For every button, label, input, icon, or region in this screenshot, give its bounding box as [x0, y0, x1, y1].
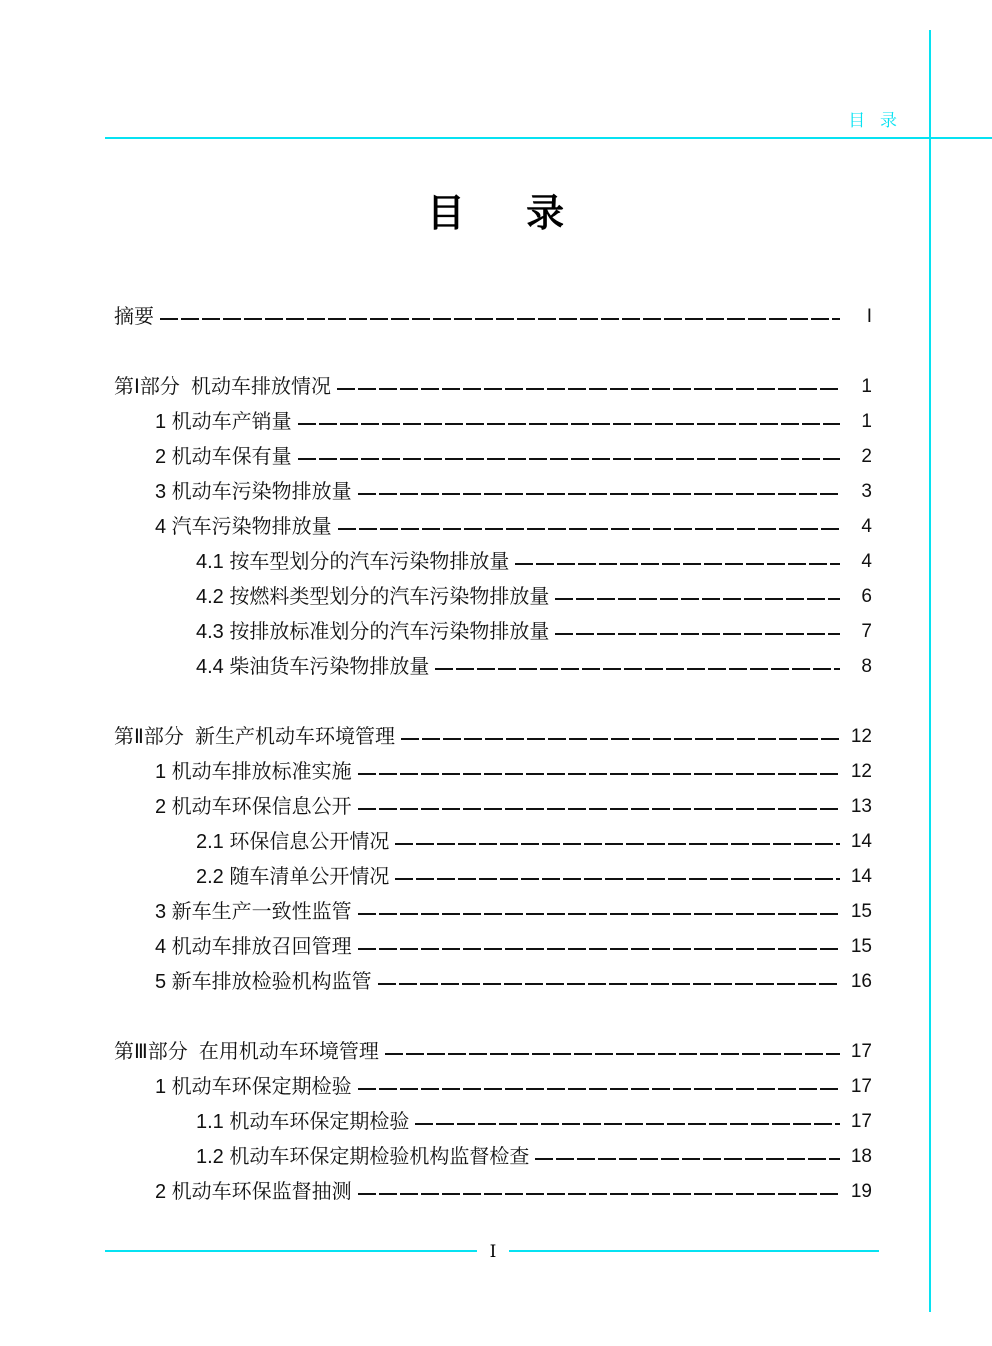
toc-leader-line: [358, 493, 840, 495]
toc-leader-line: [415, 1123, 840, 1125]
toc-entry-label: 第Ⅰ部分 机动车排放情况: [114, 375, 332, 398]
toc-leader-line: [358, 773, 840, 775]
toc-leader-line: [555, 633, 840, 635]
footer-rule-left: [105, 1250, 477, 1252]
toc-leader-line: [337, 388, 840, 390]
toc-leader-line: [395, 878, 840, 880]
toc-page-number: 16: [850, 971, 872, 992]
toc-page-number: 17: [850, 1076, 872, 1097]
toc-page-number: 15: [850, 936, 872, 957]
toc-entry[interactable]: [0, 1069, 992, 1104]
toc-entry-label: 2 机动车环保监督抽测: [155, 1180, 352, 1203]
toc-entry[interactable]: [0, 614, 992, 649]
toc-entry-label: 第Ⅱ部分 新生产机动车环境管理: [114, 725, 395, 748]
toc-leader-line: [160, 318, 840, 320]
toc-leader-line: [435, 668, 840, 670]
running-header: 目 录: [848, 111, 897, 130]
toc-leader-line: [535, 1158, 840, 1160]
toc-page-number: 12: [850, 726, 872, 747]
header-rule: [105, 137, 992, 139]
toc-entry-label: 5 新车排放检验机构监管: [155, 970, 372, 993]
toc-entry[interactable]: [0, 894, 992, 929]
toc-entry-label: 4 汽车污染物排放量: [155, 515, 332, 538]
toc-leader-line: [401, 738, 840, 740]
toc-leader-line: [358, 808, 840, 810]
toc-entry[interactable]: [0, 859, 992, 894]
toc-entry[interactable]: [0, 509, 992, 544]
toc-page-number: 3: [861, 481, 872, 502]
footer-page-number: I: [489, 1242, 497, 1262]
toc-entry-label: 4.4 柴油货车污染物排放量: [196, 655, 430, 678]
toc-leader-line: [358, 913, 840, 915]
toc-entry-label: 4.1 按车型划分的汽车污染物排放量: [196, 550, 510, 573]
toc-entry[interactable]: [0, 1174, 992, 1209]
toc-page-number: 12: [850, 761, 872, 782]
table-of-contents: [0, 299, 992, 1209]
toc-entry-label: 4.2 按燃料类型划分的汽车污染物排放量: [196, 585, 550, 608]
footer-rule-right: [509, 1250, 879, 1252]
toc-page-number: 15: [850, 901, 872, 922]
toc-page-number: 17: [850, 1111, 872, 1132]
toc-page-number: 19: [850, 1181, 872, 1202]
toc-entry-label: 第Ⅲ部分 在用机动车环境管理: [114, 1040, 379, 1063]
toc-page-number: 17: [850, 1041, 872, 1062]
toc-entry[interactable]: [0, 1104, 992, 1139]
toc-leader-line: [378, 983, 840, 985]
toc-entry-label: 2 机动车环保信息公开: [155, 795, 352, 818]
toc-page-number: 8: [861, 656, 872, 677]
toc-page-number: 4: [861, 516, 872, 537]
toc-entry-label: 1 机动车排放标准实施: [155, 760, 352, 783]
toc-page-number: 7: [861, 621, 872, 642]
toc-leader-line: [395, 843, 840, 845]
toc-entry-label: 3 新车生产一致性监管: [155, 900, 352, 923]
toc-entry-label: 1.2 机动车环保定期检验机构监督检查: [196, 1145, 530, 1168]
toc-entry-label: 3 机动车污染物排放量: [155, 480, 352, 503]
toc-entry-label: 1 机动车环保定期检验: [155, 1075, 352, 1098]
toc-entry[interactable]: [0, 579, 992, 614]
toc-leader-line: [358, 948, 840, 950]
toc-leader-line: [338, 528, 840, 530]
toc-entry-label: 2.1 环保信息公开情况: [196, 830, 390, 853]
toc-entry-label: 1 机动车产销量: [155, 410, 292, 433]
toc-entry-label: 2 机动车保有量: [155, 445, 292, 468]
toc-page-number: 14: [850, 831, 872, 852]
toc-entry[interactable]: [0, 544, 992, 579]
toc-entry[interactable]: [0, 474, 992, 509]
toc-entry[interactable]: [0, 1139, 992, 1174]
toc-entry-label: 1.1 机动车环保定期检验: [196, 1110, 410, 1133]
toc-entry[interactable]: [0, 964, 992, 999]
toc-leader-line: [298, 423, 840, 425]
toc-page-number: 4: [861, 551, 872, 572]
toc-page-number: 13: [850, 796, 872, 817]
toc-entry[interactable]: [0, 929, 992, 964]
toc-leader-line: [515, 563, 840, 565]
page-title: 目 录: [426, 190, 566, 235]
toc-leader-line: [358, 1088, 840, 1090]
toc-page-number: 2: [861, 446, 872, 467]
toc-entry-label: 4 机动车排放召回管理: [155, 935, 352, 958]
toc-entry[interactable]: [0, 824, 992, 859]
toc-entry[interactable]: [0, 789, 992, 824]
toc-entry[interactable]: [0, 649, 992, 684]
toc-page-number: 18: [850, 1146, 872, 1167]
toc-entry[interactable]: [0, 754, 992, 789]
toc-leader-line: [555, 598, 840, 600]
toc-page-number: 1: [861, 411, 872, 432]
toc-entry[interactable]: [0, 369, 992, 404]
toc-entry-label: 摘要: [114, 305, 154, 328]
toc-entry[interactable]: [0, 439, 992, 474]
toc-entry-label: 2.2 随车清单公开情况: [196, 865, 390, 888]
toc-page-number: 14: [850, 866, 872, 887]
toc-entry[interactable]: [0, 404, 992, 439]
toc-page-number: I: [866, 306, 872, 327]
toc-leader-line: [358, 1193, 840, 1195]
toc-entry-label: 4.3 按排放标准划分的汽车污染物排放量: [196, 620, 550, 643]
toc-page-number: 6: [861, 586, 872, 607]
toc-entry[interactable]: [0, 1034, 992, 1069]
toc-entry[interactable]: [0, 299, 992, 334]
toc-page-number: 1: [861, 376, 872, 397]
toc-leader-line: [298, 458, 840, 460]
toc-leader-line: [385, 1053, 840, 1055]
toc-entry[interactable]: [0, 719, 992, 754]
